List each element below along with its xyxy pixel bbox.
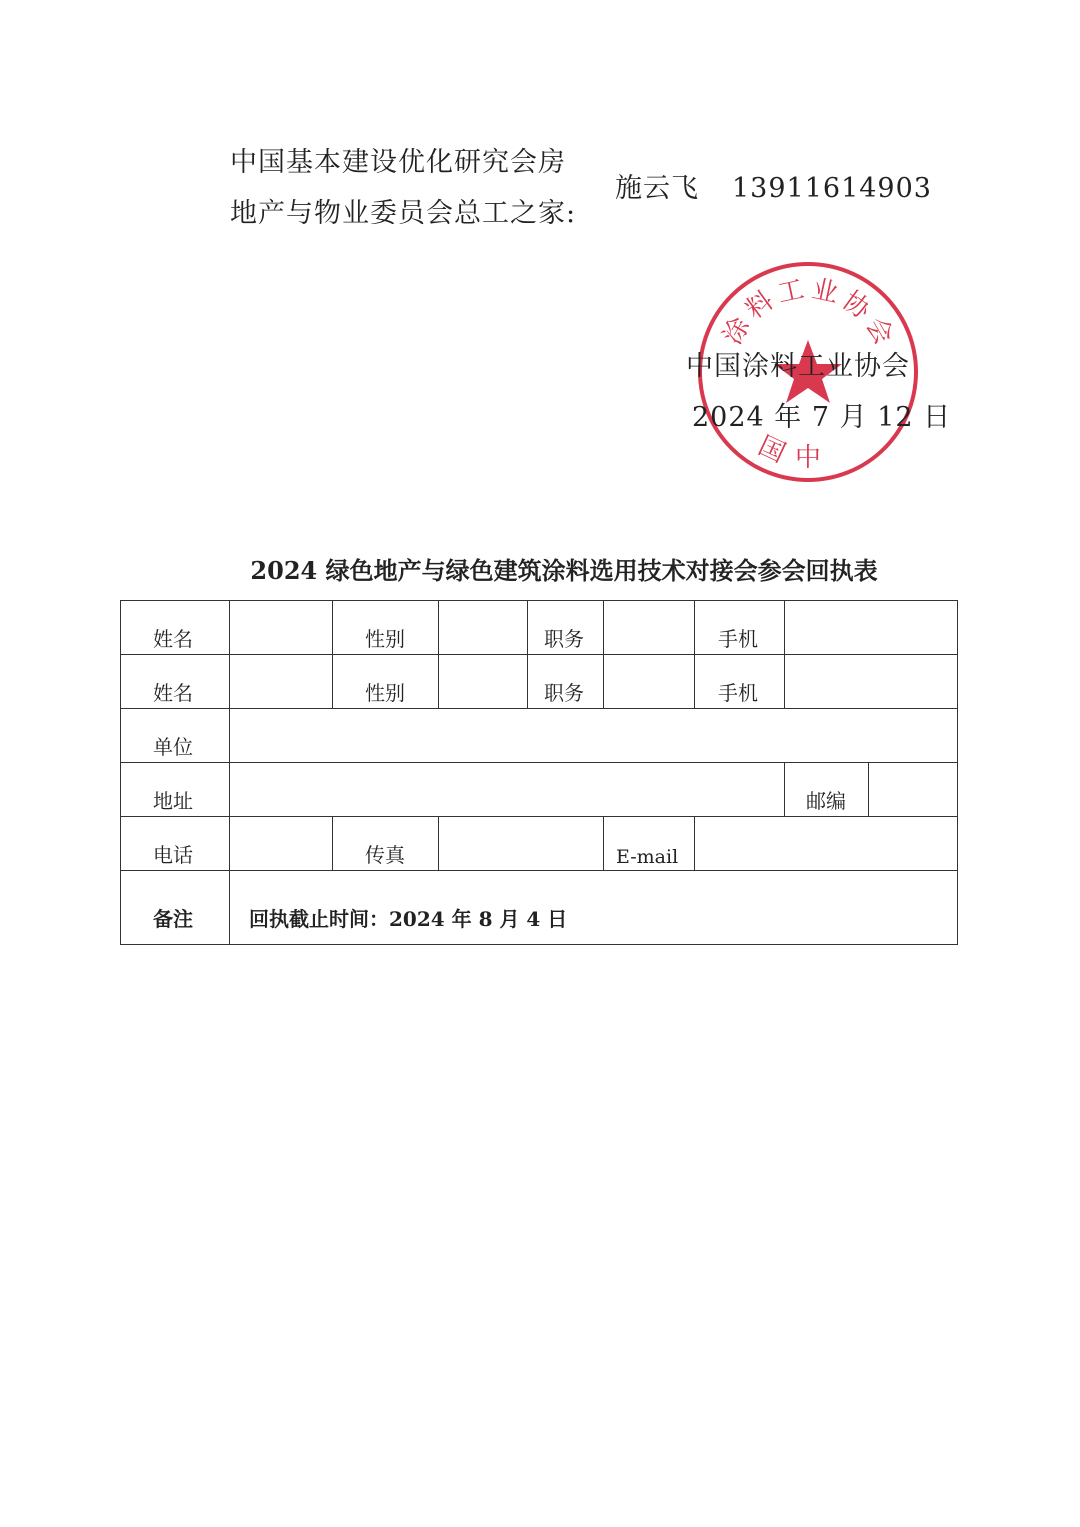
postcode-field[interactable] bbox=[868, 762, 958, 817]
label-postcode: 邮编 bbox=[806, 789, 846, 813]
recipient-line-1: 中国基本建设优化研究会房 bbox=[230, 147, 566, 178]
seal-letter: 中 bbox=[794, 443, 822, 473]
label-mobile: 手机 bbox=[718, 681, 758, 705]
label-fax: 传真 bbox=[365, 843, 405, 867]
mobile-field-2[interactable] bbox=[784, 654, 958, 709]
label-gender: 性别 bbox=[365, 681, 405, 705]
address-field[interactable] bbox=[229, 762, 785, 817]
email-field[interactable] bbox=[694, 816, 958, 871]
label-remarks: 备注 bbox=[153, 907, 193, 931]
position-field-1[interactable] bbox=[603, 600, 695, 655]
seal-letter: 工 bbox=[775, 274, 807, 310]
label-email: E-mail bbox=[616, 846, 679, 868]
position-field-2[interactable] bbox=[603, 654, 695, 709]
seal-letter: 会 bbox=[859, 312, 899, 350]
company-field[interactable] bbox=[229, 708, 958, 763]
seal-letter: 涂 bbox=[717, 312, 757, 350]
seal-letter: 国 bbox=[753, 430, 790, 470]
label-company: 单位 bbox=[153, 735, 193, 759]
signature-org: 中国涂料工业协会 bbox=[686, 351, 910, 382]
mobile-field-1[interactable] bbox=[784, 600, 958, 655]
seal-letter: 业 bbox=[809, 274, 841, 310]
label-gender: 性别 bbox=[365, 627, 405, 651]
remarks-deadline: 回执截止时间：2024 年 8 月 4 日 bbox=[249, 907, 568, 931]
contact-name: 施云飞 bbox=[615, 173, 699, 204]
form-title: 2024 绿色地产与绿色建筑涂料选用技术对接会参会回执表 bbox=[250, 556, 878, 585]
label-address: 地址 bbox=[153, 789, 193, 813]
recipient-line-2: 地产与物业委员会总工之家: bbox=[230, 198, 577, 229]
label-mobile: 手机 bbox=[718, 627, 758, 651]
phone-field[interactable] bbox=[229, 816, 333, 871]
label-name: 姓名 bbox=[153, 627, 193, 651]
name-field-2[interactable] bbox=[229, 654, 333, 709]
label-position: 职务 bbox=[544, 627, 584, 651]
seal-letter: 协 bbox=[836, 285, 876, 326]
contact-phone: 13911614903 bbox=[732, 173, 932, 204]
seal-letter: 料 bbox=[740, 285, 780, 326]
fax-field[interactable] bbox=[438, 816, 604, 871]
gender-field-2[interactable] bbox=[438, 654, 528, 709]
signature-date: 2024 年 7 月 12 日 bbox=[692, 402, 952, 433]
label-phone: 电话 bbox=[153, 843, 193, 867]
label-position: 职务 bbox=[544, 681, 584, 705]
label-name: 姓名 bbox=[153, 681, 193, 705]
gender-field-1[interactable] bbox=[438, 600, 528, 655]
name-field-1[interactable] bbox=[229, 600, 333, 655]
